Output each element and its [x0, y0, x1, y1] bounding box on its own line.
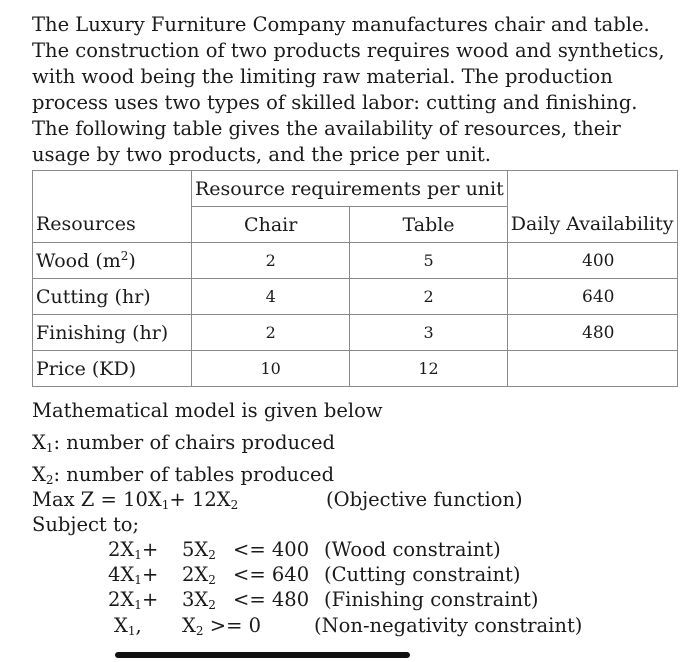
nonneg-x2: $X_2 >= 0$: [182, 614, 262, 638]
availability-value: 400: [507, 243, 677, 279]
x2-definition: $X_2$: number of tables produced: [32, 463, 335, 487]
model-heading: Mathematical model is given below: [32, 399, 383, 422]
constraint-relation: <= 640: [233, 563, 310, 586]
group-header: Resource requirements per unit: [192, 171, 508, 207]
table-row: [33, 351, 678, 387]
constraint-relation: <= 400: [233, 538, 310, 561]
table-value: 5: [350, 243, 507, 279]
x1-definition: $X_1$: number of chairs produced: [32, 431, 336, 455]
header-chair: Chair: [192, 207, 350, 243]
content-panel: [14, 0, 686, 662]
constraint-term-a: $2X_1+$: [108, 538, 159, 562]
availability-value: [507, 351, 677, 387]
row-label: Cutting (hr): [33, 279, 192, 315]
availability-value: 480: [507, 315, 677, 351]
table-row: [33, 279, 678, 315]
row-label: Wood $(m^2)$: [33, 243, 192, 279]
table-value: 3: [350, 315, 507, 351]
subject-to: Subject to;: [32, 513, 140, 536]
row-label: Finishing (hr): [33, 315, 192, 351]
chair-value: 2: [192, 315, 350, 351]
table-row: [33, 207, 678, 243]
header-table: Table: [350, 207, 507, 243]
availability-value: 640: [507, 279, 677, 315]
constraint-relation: <= 480: [233, 588, 310, 611]
table-value: 12: [350, 351, 507, 387]
resource-table: [32, 170, 678, 387]
constraint-term-b: $3X_2$: [182, 588, 216, 612]
constraint-term-a: $2X_1+$: [108, 588, 159, 612]
table-row: [33, 315, 678, 351]
header-resources: Resources: [33, 207, 192, 243]
chair-value: 2: [192, 243, 350, 279]
constraint-label: (Finishing constraint): [324, 588, 539, 611]
constraint-label: (Cutting constraint): [324, 563, 521, 586]
home-indicator[interactable]: [115, 652, 410, 658]
nonneg-label: (Non-negativity constraint): [314, 614, 583, 637]
chair-value: 4: [192, 279, 350, 315]
constraint-term-b: $2X_2$: [182, 563, 216, 587]
table-row: [33, 243, 678, 279]
nonneg-x1: $X_1$,: [114, 614, 142, 638]
problem-description: The Luxury Furniture Company manufactures chair and table. The construction of two products requires wood and synthetics, with wood being the limiting raw material. The production process uses two types of skilled labor: cutting and finishing. The following table gives the availability of resources, their usage by two products, and the price per unit.: [32, 13, 665, 166]
row-label: Price (KD): [33, 351, 192, 387]
table-row: [33, 171, 678, 207]
chair-value: 10: [192, 351, 350, 387]
header-availability: Daily Availability: [507, 207, 677, 243]
objective-label: (Objective function): [326, 488, 523, 511]
constraint-label: (Wood constraint): [324, 538, 501, 561]
table-value: 2: [350, 279, 507, 315]
constraint-term-a: $4X_1+$: [108, 563, 159, 587]
constraint-term-b: $5X_2$: [182, 538, 216, 562]
objective-function: Max $Z = 10X_1+ 12X_2$: [32, 488, 239, 512]
